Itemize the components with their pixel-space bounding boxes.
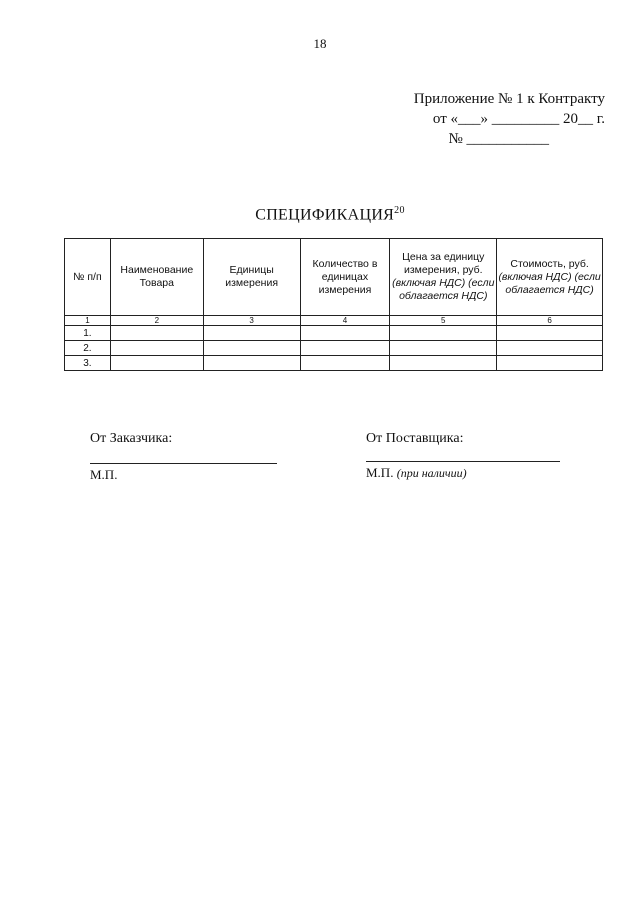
supplier-stamp-block [366, 465, 467, 481]
cost-vat-note: (включая НДС) (если облагается НДС) [498, 270, 601, 296]
customer-label: От Заказчика: [90, 431, 173, 446]
title-footnote: 20 [394, 205, 405, 216]
col-header-quantity: Количество в единицах измерения [300, 239, 390, 316]
title-text: СПЕЦИФИКАЦИЯ [255, 206, 395, 224]
table-cell [497, 326, 603, 341]
table-cell [203, 326, 300, 341]
column-number-row [65, 316, 603, 326]
col-header-unit: Единицы измерения [203, 239, 300, 316]
col-header-cost: Стоимость, руб. (включая НДС) (если облагается НДС) [497, 239, 603, 316]
column-number: 1 [65, 316, 111, 326]
column-number: 3 [203, 316, 300, 326]
column-number: 4 [300, 316, 390, 326]
customer-signature-line [90, 463, 277, 464]
table-cell [203, 341, 300, 356]
table-cell [497, 356, 603, 371]
col-header-name: Наименование Товара [110, 239, 203, 316]
col-header-price: Цена за единицу измерения, руб. (включая НДС) (если облагается НДС) [390, 239, 497, 316]
page-number: 18 [313, 36, 327, 51]
row-number: 1. [65, 326, 111, 341]
customer-stamp: М.П. [90, 467, 118, 482]
supplier-signature-line [366, 461, 560, 462]
row-number: 3. [65, 356, 111, 371]
supplier-label: От Поставщика: [366, 431, 464, 446]
table-cell [497, 341, 603, 356]
table-cell [390, 326, 497, 341]
table-cell [110, 356, 203, 371]
table-cell [203, 356, 300, 371]
price-vat-note: (включая НДС) (если облагается НДС) [392, 277, 495, 302]
table-row [65, 326, 603, 341]
col-header-number: № п/п [65, 239, 111, 316]
column-number: 6 [497, 316, 603, 326]
appendix-header [395, 89, 605, 149]
table-cell [390, 341, 497, 356]
table-header-row [65, 239, 603, 316]
appendix-number: № ___________ [448, 131, 549, 147]
column-number: 5 [390, 316, 497, 326]
document-title [0, 205, 640, 224]
table-cell [300, 341, 390, 356]
table-row [65, 341, 603, 356]
column-number: 2 [110, 316, 203, 326]
supplier-stamp: М.П. [366, 465, 394, 480]
supplier-stamp-note: (при наличии) [396, 466, 467, 480]
appendix-title: Приложение № 1 к Контракту [413, 91, 605, 107]
table-cell [110, 326, 203, 341]
table-cell [110, 341, 203, 356]
appendix-date: от «___» _________ 20__ г. [432, 111, 605, 127]
specification-table [64, 238, 603, 371]
table-row [65, 356, 603, 371]
row-number: 2. [65, 341, 111, 356]
table-cell [300, 356, 390, 371]
table-cell [300, 326, 390, 341]
table-cell [390, 356, 497, 371]
